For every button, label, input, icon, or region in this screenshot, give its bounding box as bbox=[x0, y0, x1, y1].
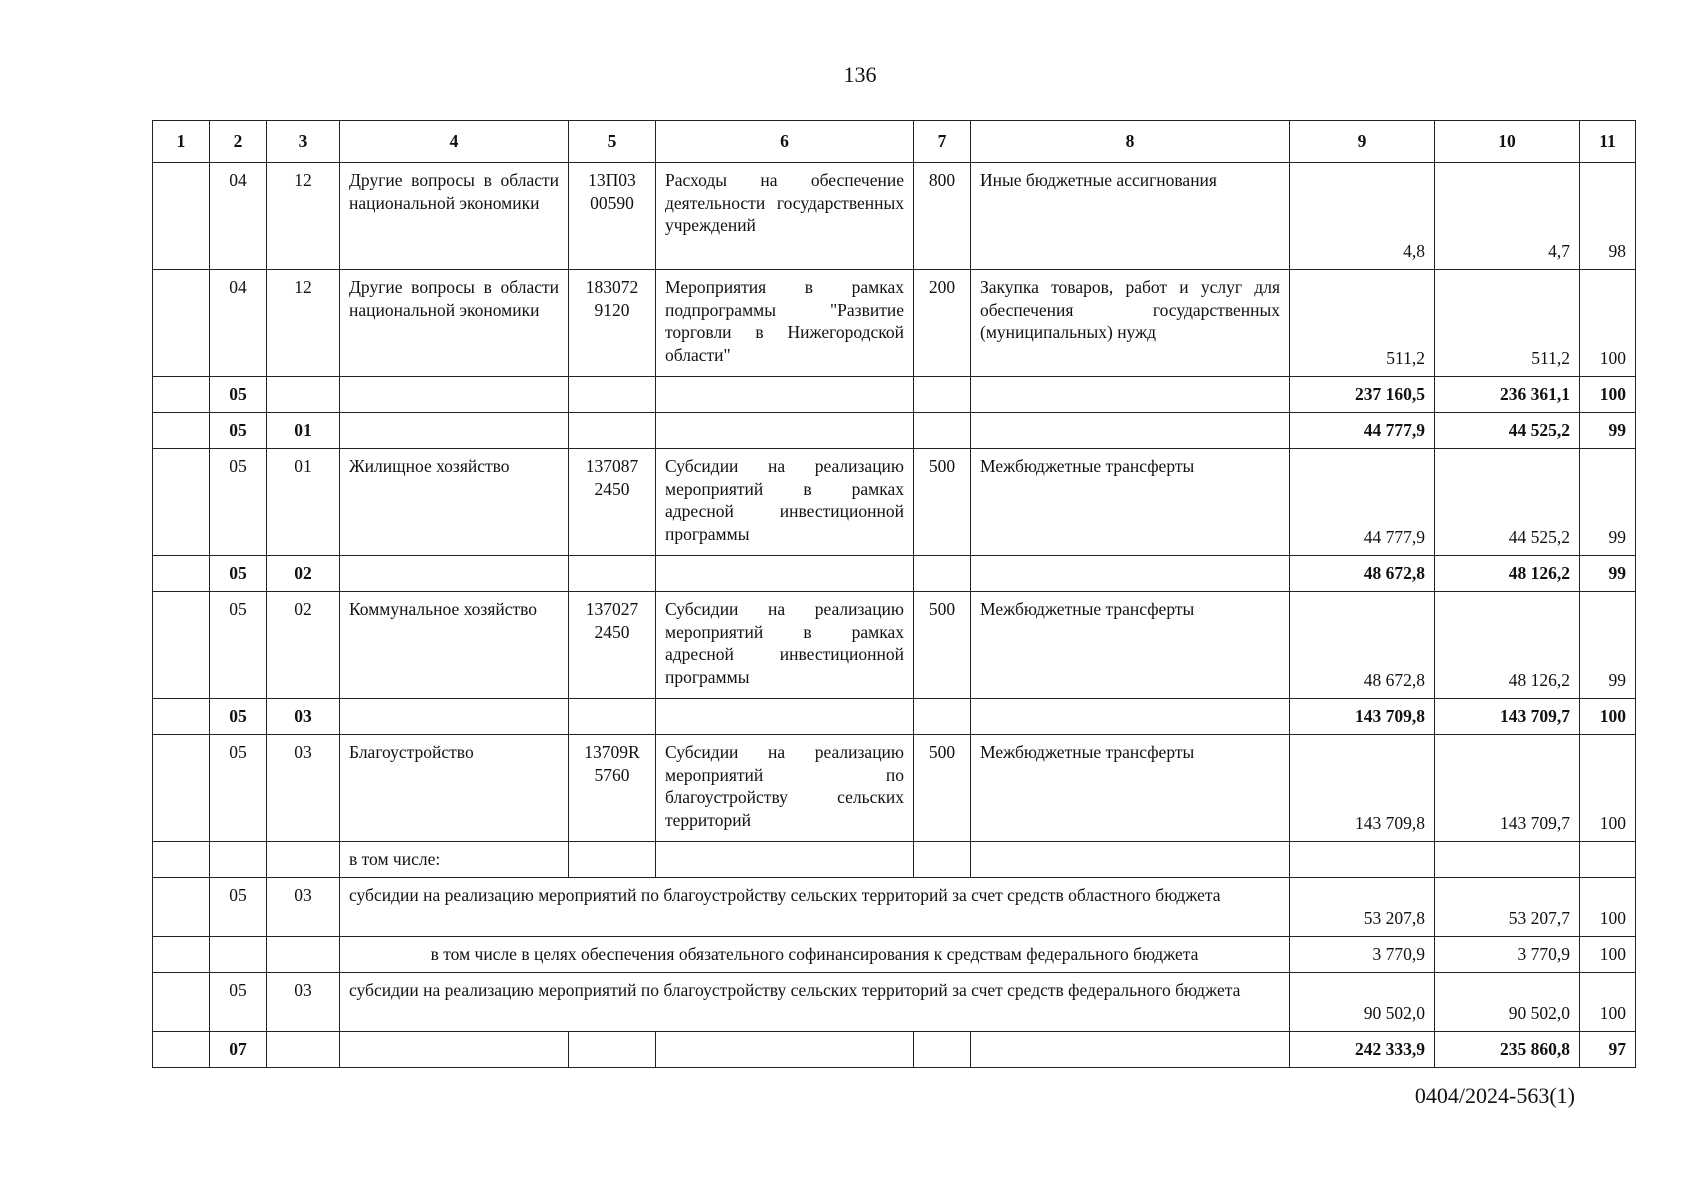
cell-expense-type: 200 bbox=[914, 269, 971, 376]
cell-planned: 48 672,8 bbox=[1290, 591, 1435, 698]
cell-executed: 143 709,7 bbox=[1435, 698, 1580, 734]
cell-percent: 100 bbox=[1580, 877, 1636, 936]
cell-col1 bbox=[153, 412, 210, 448]
cell-section: 04 bbox=[210, 269, 267, 376]
cell-expense-name: Закупка товаров, работ и услуг для обеспечения государственных (муниципальных) нужд bbox=[971, 269, 1290, 376]
header-cell: 1 bbox=[153, 121, 210, 163]
table-row-total bbox=[153, 1031, 1636, 1067]
cell-expense-name bbox=[971, 841, 1290, 877]
cell-executed: 3 770,9 bbox=[1435, 936, 1580, 972]
cell-sub-description: в том числе в целях обеспечения обязательного софинансирования к средствам федерального бюджета bbox=[340, 936, 1290, 972]
header-cell: 8 bbox=[971, 121, 1290, 163]
cell-planned: 3 770,9 bbox=[1290, 936, 1435, 972]
table-row bbox=[153, 448, 1636, 555]
cell-executed: 4,7 bbox=[1435, 162, 1580, 269]
header-cell: 11 bbox=[1580, 121, 1636, 163]
cell-executed bbox=[1435, 841, 1580, 877]
cell-target-name bbox=[656, 841, 914, 877]
cell-section-name: Другие вопросы в области национальной экономики bbox=[340, 269, 569, 376]
table-row bbox=[153, 591, 1636, 698]
cell-planned: 143 709,8 bbox=[1290, 734, 1435, 841]
cell-percent: 100 bbox=[1580, 376, 1636, 412]
cell-planned bbox=[1290, 841, 1435, 877]
table-row-including bbox=[153, 841, 1636, 877]
cell-expense-type bbox=[914, 841, 971, 877]
cell-col1 bbox=[153, 448, 210, 555]
cell-subsection bbox=[267, 1031, 340, 1067]
header-cell: 5 bbox=[569, 121, 656, 163]
cell-col1 bbox=[153, 162, 210, 269]
cell-target-name bbox=[656, 555, 914, 591]
cell-section: 07 bbox=[210, 1031, 267, 1067]
cell-section-name: Коммунальное хозяйство bbox=[340, 591, 569, 698]
table-row-total bbox=[153, 698, 1636, 734]
including-label: в том числе: bbox=[340, 841, 569, 877]
cell-planned: 242 333,9 bbox=[1290, 1031, 1435, 1067]
cell-executed: 44 525,2 bbox=[1435, 412, 1580, 448]
cell-target-name: Субсидии на реализацию мероприятий по благоустройству сельских территорий bbox=[656, 734, 914, 841]
cell-col1 bbox=[153, 877, 210, 936]
cell-planned: 511,2 bbox=[1290, 269, 1435, 376]
cell-section: 05 bbox=[210, 698, 267, 734]
cell-section: 05 bbox=[210, 376, 267, 412]
cell-target-name: Субсидии на реализацию мероприятий в рамках адресной инвестиционной программы bbox=[656, 591, 914, 698]
cell-percent: 99 bbox=[1580, 448, 1636, 555]
cell-subsection: 02 bbox=[267, 555, 340, 591]
cell-planned: 237 160,5 bbox=[1290, 376, 1435, 412]
cell-executed: 235 860,8 bbox=[1435, 1031, 1580, 1067]
cell-section-name bbox=[340, 555, 569, 591]
cell-executed: 48 126,2 bbox=[1435, 555, 1580, 591]
cell-planned: 4,8 bbox=[1290, 162, 1435, 269]
cell-expense-type bbox=[914, 376, 971, 412]
cell-executed: 236 361,1 bbox=[1435, 376, 1580, 412]
header-cell: 6 bbox=[656, 121, 914, 163]
cell-section: 05 bbox=[210, 412, 267, 448]
cell-sub-description: субсидии на реализацию мероприятий по благоустройству сельских территорий за счет средств федерального бюджета bbox=[340, 972, 1290, 1031]
cell-target-code: 137027 2450 bbox=[569, 591, 656, 698]
cell-percent: 98 bbox=[1580, 162, 1636, 269]
cell-expense-type: 800 bbox=[914, 162, 971, 269]
cell-planned: 44 777,9 bbox=[1290, 412, 1435, 448]
cell-executed: 90 502,0 bbox=[1435, 972, 1580, 1031]
cell-percent: 100 bbox=[1580, 698, 1636, 734]
cell-expense-name bbox=[971, 555, 1290, 591]
cell-target-name bbox=[656, 698, 914, 734]
cell-target-name bbox=[656, 1031, 914, 1067]
document-code: 0404/2024-563(1) bbox=[1414, 1083, 1575, 1108]
cell-expense-name bbox=[971, 698, 1290, 734]
cell-col1 bbox=[153, 376, 210, 412]
header-cell: 10 bbox=[1435, 121, 1580, 163]
cell-target-code bbox=[569, 841, 656, 877]
cell-expense-name: Иные бюджетные ассигнования bbox=[971, 162, 1290, 269]
cell-executed: 53 207,7 bbox=[1435, 877, 1580, 936]
cell-section-name: Другие вопросы в области национальной экономики bbox=[340, 162, 569, 269]
cell-section-name bbox=[340, 698, 569, 734]
cell-percent: 100 bbox=[1580, 734, 1636, 841]
cell-target-code: 137087 2450 bbox=[569, 448, 656, 555]
table-row-sub bbox=[153, 877, 1636, 936]
cell-subsection: 02 bbox=[267, 591, 340, 698]
cell-expense-type bbox=[914, 412, 971, 448]
cell-subsection: 03 bbox=[267, 877, 340, 936]
cell-planned: 44 777,9 bbox=[1290, 448, 1435, 555]
table-row-total bbox=[153, 555, 1636, 591]
cell-section-name bbox=[340, 412, 569, 448]
cell-target-name: Субсидии на реализацию мероприятий в рамках адресной инвестиционной программы bbox=[656, 448, 914, 555]
cell-col1 bbox=[153, 555, 210, 591]
cell-subsection bbox=[267, 376, 340, 412]
cell-executed: 44 525,2 bbox=[1435, 448, 1580, 555]
cell-executed: 511,2 bbox=[1435, 269, 1580, 376]
cell-section-name: Жилищное хозяйство bbox=[340, 448, 569, 555]
cell-section: 05 bbox=[210, 555, 267, 591]
header-cell: 4 bbox=[340, 121, 569, 163]
cell-percent: 100 bbox=[1580, 972, 1636, 1031]
cell-subsection: 03 bbox=[267, 734, 340, 841]
cell-planned: 90 502,0 bbox=[1290, 972, 1435, 1031]
cell-col1 bbox=[153, 936, 210, 972]
cell-section: 04 bbox=[210, 162, 267, 269]
cell-subsection bbox=[267, 936, 340, 972]
cell-percent: 99 bbox=[1580, 591, 1636, 698]
header-cell: 7 bbox=[914, 121, 971, 163]
table-row-total bbox=[153, 412, 1636, 448]
table-row bbox=[153, 269, 1636, 376]
cell-expense-type: 500 bbox=[914, 448, 971, 555]
cell-section: 05 bbox=[210, 448, 267, 555]
table-row bbox=[153, 162, 1636, 269]
header-cell: 2 bbox=[210, 121, 267, 163]
cell-subsection bbox=[267, 841, 340, 877]
cell-section bbox=[210, 936, 267, 972]
cell-target-name bbox=[656, 376, 914, 412]
cell-subsection: 12 bbox=[267, 162, 340, 269]
cell-subsection: 03 bbox=[267, 698, 340, 734]
cell-subsection: 01 bbox=[267, 448, 340, 555]
cell-expense-name bbox=[971, 412, 1290, 448]
cell-col1 bbox=[153, 972, 210, 1031]
cell-section-name bbox=[340, 1031, 569, 1067]
cell-subsection: 03 bbox=[267, 972, 340, 1031]
cell-subsection: 12 bbox=[267, 269, 340, 376]
cell-target-name: Расходы на обеспечение деятельности государственных учреждений bbox=[656, 162, 914, 269]
cell-executed: 48 126,2 bbox=[1435, 591, 1580, 698]
cell-target-code bbox=[569, 376, 656, 412]
cell-expense-type: 500 bbox=[914, 591, 971, 698]
cell-target-code bbox=[569, 698, 656, 734]
cell-target-code: 13709R 5760 bbox=[569, 734, 656, 841]
header-cell: 9 bbox=[1290, 121, 1435, 163]
cell-expense-type bbox=[914, 698, 971, 734]
cell-col1 bbox=[153, 734, 210, 841]
page-number: 136 bbox=[843, 62, 877, 87]
cell-expense-type bbox=[914, 1031, 971, 1067]
cell-target-code: 183072 9120 bbox=[569, 269, 656, 376]
cell-percent: 100 bbox=[1580, 269, 1636, 376]
cell-expense-type bbox=[914, 555, 971, 591]
cell-target-code: 13П03 00590 bbox=[569, 162, 656, 269]
cell-sub-description: субсидии на реализацию мероприятий по благоустройству сельских территорий за счет средств областного бюджета bbox=[340, 877, 1290, 936]
cell-expense-name: Межбюджетные трансферты bbox=[971, 734, 1290, 841]
table-row bbox=[153, 734, 1636, 841]
cell-expense-name: Межбюджетные трансферты bbox=[971, 448, 1290, 555]
header-row bbox=[153, 121, 1636, 163]
cell-col1 bbox=[153, 841, 210, 877]
cell-section-name: Благоустройство bbox=[340, 734, 569, 841]
cell-percent: 99 bbox=[1580, 412, 1636, 448]
cell-planned: 53 207,8 bbox=[1290, 877, 1435, 936]
cell-section: 05 bbox=[210, 734, 267, 841]
cell-col1 bbox=[153, 1031, 210, 1067]
cell-section bbox=[210, 841, 267, 877]
cell-col1 bbox=[153, 698, 210, 734]
cell-executed: 143 709,7 bbox=[1435, 734, 1580, 841]
cell-col1 bbox=[153, 269, 210, 376]
budget-table bbox=[152, 120, 1636, 1068]
cell-expense-name bbox=[971, 1031, 1290, 1067]
table-row-total bbox=[153, 376, 1636, 412]
cell-col1 bbox=[153, 591, 210, 698]
cell-percent bbox=[1580, 841, 1636, 877]
cell-target-name: Мероприятия в рамках подпрограммы "Развитие торговли в Нижегородской области" bbox=[656, 269, 914, 376]
cell-section: 05 bbox=[210, 591, 267, 698]
cell-section-name bbox=[340, 376, 569, 412]
cell-target-code bbox=[569, 1031, 656, 1067]
cell-section: 05 bbox=[210, 972, 267, 1031]
cell-percent: 100 bbox=[1580, 936, 1636, 972]
cell-section: 05 bbox=[210, 877, 267, 936]
cell-expense-type: 500 bbox=[914, 734, 971, 841]
table-row-sub bbox=[153, 972, 1636, 1031]
cell-planned: 48 672,8 bbox=[1290, 555, 1435, 591]
cell-target-name bbox=[656, 412, 914, 448]
table-row-sub bbox=[153, 936, 1636, 972]
cell-target-code bbox=[569, 555, 656, 591]
cell-expense-name: Межбюджетные трансферты bbox=[971, 591, 1290, 698]
cell-percent: 99 bbox=[1580, 555, 1636, 591]
cell-expense-name bbox=[971, 376, 1290, 412]
cell-percent: 97 bbox=[1580, 1031, 1636, 1067]
cell-subsection: 01 bbox=[267, 412, 340, 448]
cell-planned: 143 709,8 bbox=[1290, 698, 1435, 734]
cell-target-code bbox=[569, 412, 656, 448]
header-cell: 3 bbox=[267, 121, 340, 163]
